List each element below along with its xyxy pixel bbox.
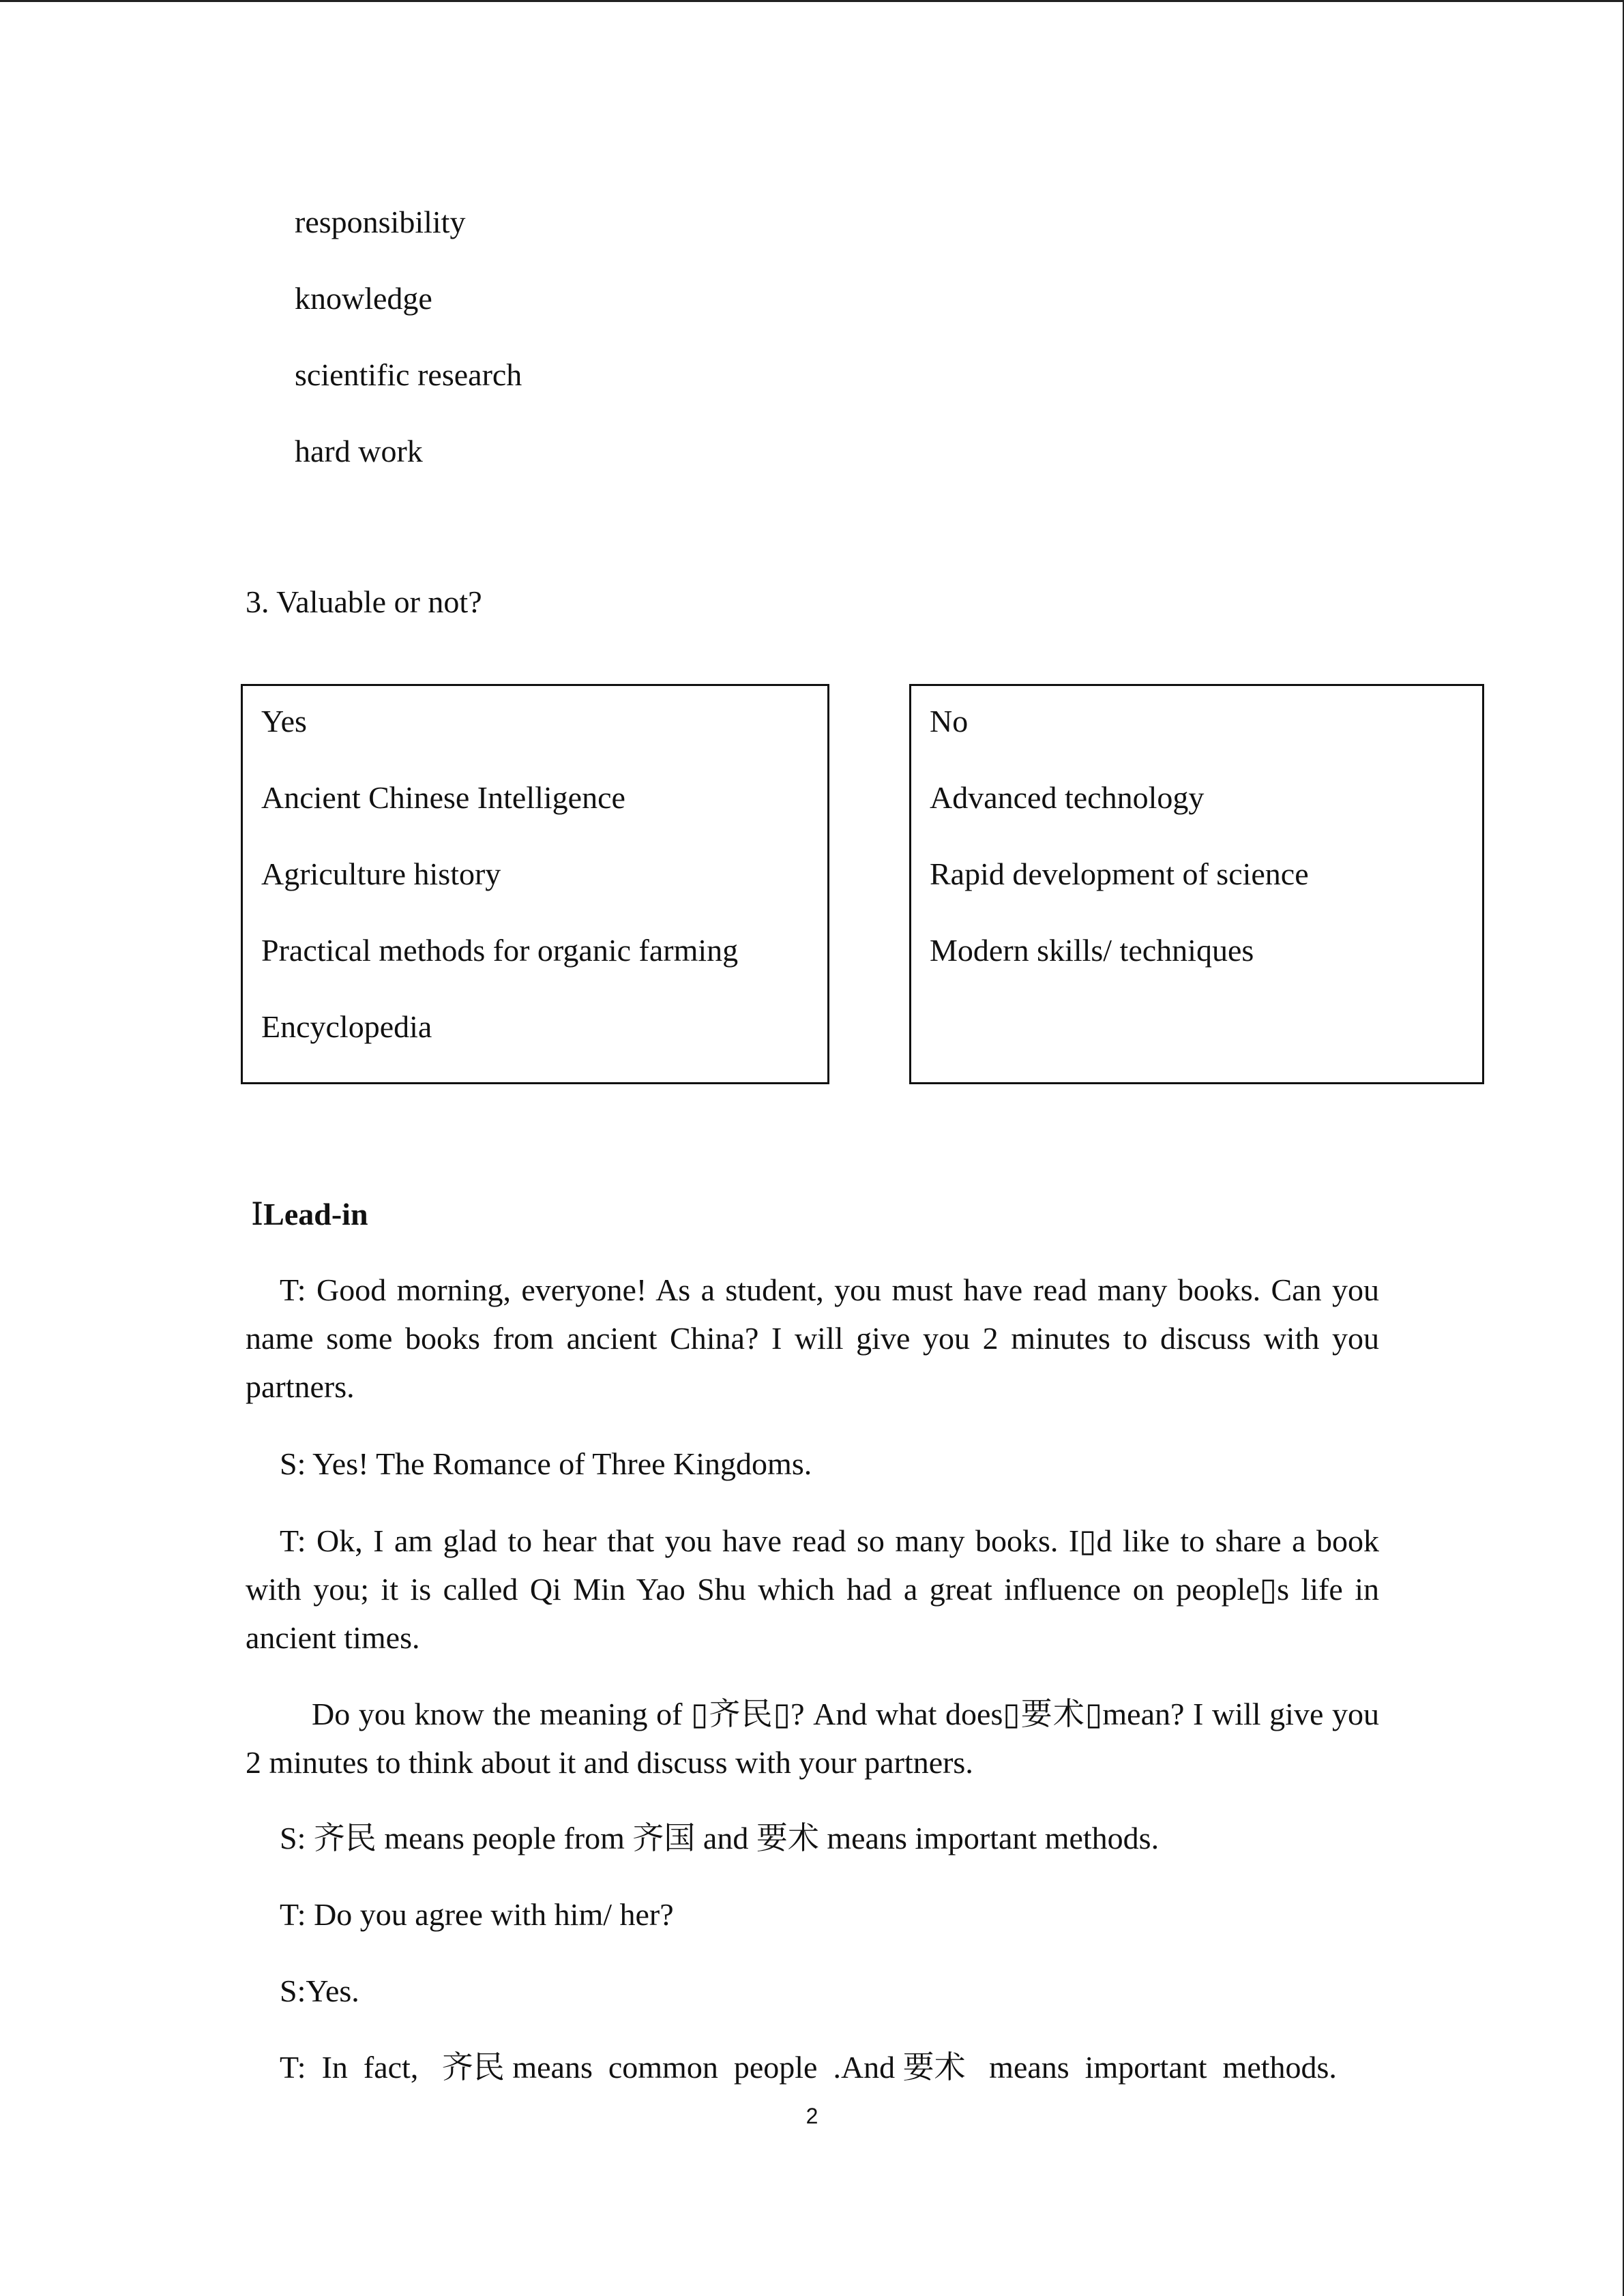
word-list-item: hard work <box>295 434 423 468</box>
page-top-border <box>0 0 1624 2</box>
lead-in-heading <box>251 1195 368 1234</box>
yes-box-header: Yes <box>261 704 307 739</box>
yes-box-item: Practical methods for organic farming <box>261 933 739 968</box>
lead-in-numeral: Ⅰ <box>251 1195 264 1232</box>
dialogue-paragraph: Do you know the meaning of ▯齐民▯? And what does▯要术▯mean? I will give you 2 minutes to think about it and discuss with your partners. <box>246 1697 1379 1780</box>
yes-box-item: Ancient Chinese Intelligence <box>261 780 625 815</box>
no-box <box>909 684 1484 1084</box>
dialogue-paragraph: T: In fact, 齐民 means common people .And 要术 means important methods. <box>280 2050 1337 2085</box>
lead-in-title: Lead-in <box>263 1197 368 1232</box>
dialogue-paragraph: T: Do you agree with him/ her? <box>280 1897 674 1932</box>
dialogue-paragraph: T: Good morning, everyone! As a student, you must have read many books. Can you name some books from ancient China? I will give you 2 minutes to discuss with you partners. <box>246 1272 1379 1404</box>
no-box-item: Advanced technology <box>930 780 1205 815</box>
word-list-item: responsibility <box>295 205 466 239</box>
dialogue-paragraph: S:Yes. <box>280 1973 359 2008</box>
yes-box-item: Agriculture history <box>261 856 501 891</box>
section-3-title: 3. Valuable or not? <box>246 584 482 619</box>
no-box-header: No <box>930 704 969 739</box>
no-box-item: Modern skills/ techniques <box>930 933 1254 968</box>
dialogue-paragraph: S: Yes! The Romance of Three Kingdoms. <box>280 1446 812 1481</box>
no-box-item: Rapid development of science <box>930 856 1309 891</box>
yes-box-item: Encyclopedia <box>261 1009 432 1044</box>
page-number: 2 <box>806 2104 818 2128</box>
dialogue-paragraph: S: 齐民 means people from 齐国 and 要术 means important methods. <box>280 1821 1160 1855</box>
dialogue-paragraph: T: Ok, I am glad to hear that you have read so many books. I▯d like to share a book with you; it is called Qi Min Yao Shu which had a great influence on people▯s life in ancient times. <box>246 1523 1379 1655</box>
yes-box <box>241 684 829 1084</box>
word-list-item: scientific research <box>295 357 522 392</box>
word-list-item: knowledge <box>295 281 432 316</box>
